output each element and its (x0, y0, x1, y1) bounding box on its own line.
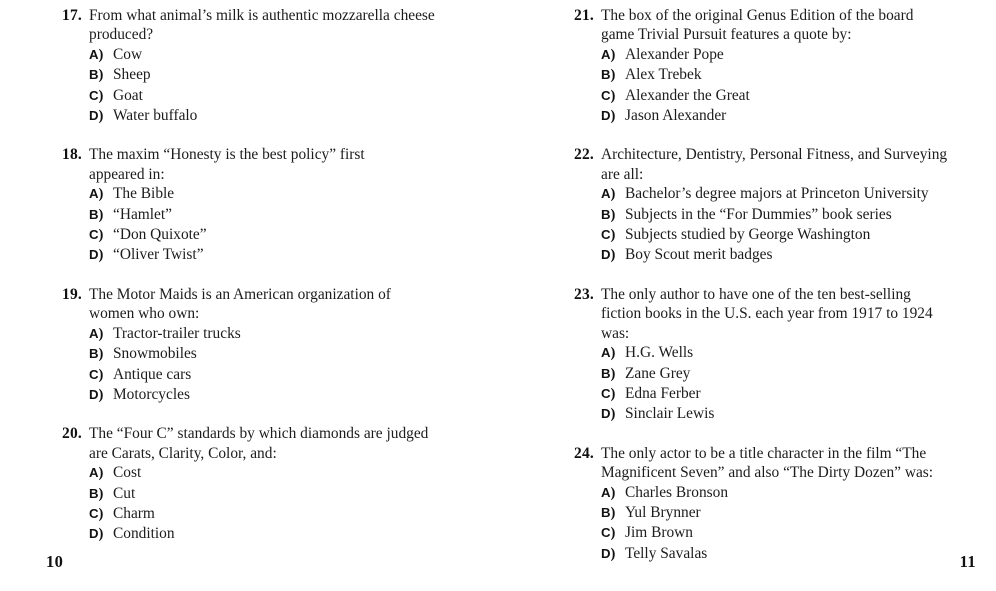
answer-options-list (601, 184, 982, 266)
answer-option[interactable] (89, 205, 490, 225)
answer-option-paren: ) (98, 108, 104, 125)
question-stem (601, 285, 982, 343)
answer-option-letter-glyph: A (601, 46, 611, 62)
answer-option[interactable] (89, 504, 490, 524)
answer-option-text: The Bible (113, 185, 175, 203)
question-block (556, 145, 982, 265)
answer-option[interactable] (601, 65, 982, 85)
answer-option[interactable] (601, 86, 982, 106)
answer-option-letter (89, 245, 113, 265)
question-stem (601, 6, 982, 45)
answer-option-letter (601, 404, 625, 424)
answer-option[interactable] (89, 225, 490, 245)
answer-option-text: Subjects in the “For Dummies” book series (625, 205, 892, 223)
question-block (44, 424, 490, 544)
answer-options-list (601, 45, 982, 127)
left-page-column (0, 6, 498, 583)
answer-option-letter-glyph: C (601, 87, 611, 103)
answer-option-letter-glyph: B (89, 206, 99, 222)
answer-option-letter-glyph: D (601, 545, 611, 561)
answer-option-letter-glyph: B (601, 365, 611, 381)
answer-option[interactable] (601, 544, 982, 564)
answer-option-text: Sheep (113, 66, 151, 84)
answer-option-text: Cost (113, 464, 142, 482)
question-block (44, 285, 490, 405)
answer-option-text: Alexander the Great (625, 86, 750, 104)
answer-option-paren: ) (610, 67, 616, 84)
answer-option-letter-glyph: C (89, 87, 99, 103)
answer-option[interactable] (601, 45, 982, 65)
answer-option-text: H.G. Wells (625, 344, 694, 362)
answer-option-text: “Oliver Twist” (113, 246, 204, 264)
answer-option[interactable] (89, 385, 490, 405)
answer-options-list (89, 463, 490, 545)
answer-option-letter-glyph: C (601, 385, 611, 401)
answer-option-paren: ) (98, 46, 104, 63)
answer-option[interactable] (601, 245, 982, 265)
question-stem-line: Architecture, Dentistry, Personal Fitness, and Surveying (601, 146, 948, 164)
question-stem-line: The only actor to be a title character in the film “The (601, 444, 927, 462)
answer-option[interactable] (89, 184, 490, 204)
answer-option-letter-glyph: A (89, 325, 99, 341)
answer-option-paren: ) (98, 526, 104, 543)
answer-option-paren: ) (98, 325, 104, 342)
question-stem (601, 444, 982, 483)
answer-option-letter-glyph: A (601, 484, 611, 500)
answer-option-letter (89, 484, 113, 504)
page-number-left: 10 (46, 552, 64, 571)
answer-options-list (89, 184, 490, 266)
answer-option-paren: ) (610, 365, 616, 382)
answer-option[interactable] (89, 484, 490, 504)
question-body (601, 6, 982, 126)
answer-option-paren: ) (610, 247, 616, 264)
question-stem (601, 145, 982, 184)
answer-option-paren: ) (610, 406, 616, 423)
answer-option-paren: ) (98, 67, 104, 84)
question-number: 18. (62, 146, 82, 164)
answer-option-letter (89, 86, 113, 106)
question-body (89, 424, 490, 544)
answer-options-list (89, 45, 490, 127)
answer-option-text: Jason Alexander (625, 107, 727, 125)
question-stem-line: The box of the original Genus Edition of the board (601, 7, 914, 24)
answer-option[interactable] (601, 225, 982, 245)
answer-options-list (601, 483, 982, 565)
answer-option-letter-glyph: D (89, 526, 99, 542)
answer-option-letter (89, 504, 113, 524)
answer-option-letter (89, 184, 113, 204)
answer-option-paren: ) (98, 247, 104, 264)
answer-option-letter (89, 225, 113, 245)
answer-option-letter (601, 106, 625, 126)
answer-option-letter (601, 184, 625, 204)
answer-option-letter-glyph: A (601, 186, 611, 202)
answer-option-letter (89, 45, 113, 65)
answer-option-text: Alexander Pope (625, 45, 724, 63)
answer-option-letter (601, 65, 625, 85)
answer-option[interactable] (601, 503, 982, 523)
answer-option-letter-glyph: D (89, 386, 99, 402)
question-number: 22. (574, 146, 594, 164)
answer-option-text: Edna Ferber (625, 384, 701, 402)
answer-option[interactable] (89, 324, 490, 344)
question-stem (89, 285, 490, 324)
question-block (556, 285, 982, 425)
question-body (89, 285, 490, 405)
answer-option-letter (601, 483, 625, 503)
answer-option-paren: ) (98, 87, 104, 104)
page-number-right: 11 (959, 552, 976, 571)
answer-option-letter (601, 225, 625, 245)
question-body (601, 444, 982, 564)
question-stem-line: The maxim “Honesty is the best policy” first (89, 146, 365, 164)
answer-option-letter-glyph: A (89, 186, 99, 202)
answer-option-paren: ) (610, 484, 616, 501)
answer-option-letter (89, 324, 113, 344)
answer-option-letter-glyph: C (89, 366, 99, 382)
answer-option-letter-glyph: D (89, 247, 99, 263)
answer-option-letter (601, 544, 625, 564)
question-stem (89, 424, 490, 463)
answer-option-letter (89, 524, 113, 544)
answer-option-letter-glyph: A (89, 465, 99, 481)
answer-option-text: Telly Savalas (625, 544, 708, 562)
answer-option[interactable] (89, 365, 490, 385)
answer-option-letter (601, 86, 625, 106)
answer-option[interactable] (601, 384, 982, 404)
answer-option-letter (89, 463, 113, 483)
answer-option-letter-glyph: B (601, 206, 611, 222)
question-stem (89, 145, 490, 184)
answer-option-letter-glyph: B (89, 346, 99, 362)
answer-option-letter-glyph: D (601, 406, 611, 422)
answer-option-letter-glyph: A (89, 46, 99, 62)
answer-option-text: Bachelor’s degree majors at Princeton University (625, 185, 929, 203)
answer-option-paren: ) (610, 227, 616, 244)
answer-option-text: Charles Bronson (625, 483, 729, 501)
answer-option-text: Cow (113, 45, 143, 63)
answer-option-text: Charm (113, 504, 155, 522)
answer-option-text: Alex Trebek (625, 66, 702, 84)
answer-option-text: “Hamlet” (113, 205, 172, 223)
answer-options-list (601, 343, 982, 425)
answer-option-text: “Don Quixote” (113, 226, 207, 244)
answer-option[interactable] (601, 483, 982, 503)
answer-option-letter (601, 245, 625, 265)
answer-option-paren: ) (98, 227, 104, 244)
question-stem-line: was: (601, 324, 630, 342)
answer-option[interactable] (89, 106, 490, 126)
answer-option-letter (89, 205, 113, 225)
question-number: 20. (62, 425, 82, 443)
answer-option-paren: ) (98, 366, 104, 383)
answer-option-paren: ) (610, 186, 616, 203)
answer-option-paren: ) (610, 504, 616, 521)
answer-option[interactable] (601, 343, 982, 363)
answer-option-text: Sinclair Lewis (625, 405, 715, 423)
answer-option-paren: ) (610, 87, 616, 104)
question-stem-line: The only author to have one of the ten best-selling (601, 285, 911, 303)
answer-option-paren: ) (610, 206, 616, 223)
answer-option-letter-glyph: B (601, 67, 611, 83)
answer-option-text: Zane Grey (625, 364, 691, 382)
question-body (601, 285, 982, 425)
question-stem-line: are all: (601, 165, 644, 183)
answer-option-paren: ) (610, 345, 616, 362)
answer-option-letter-glyph: C (601, 227, 611, 243)
answer-option-letter (601, 364, 625, 384)
answer-option-letter-glyph: C (89, 505, 99, 521)
answer-option-text: Motorcycles (113, 385, 190, 403)
question-number: 17. (62, 7, 82, 24)
answer-option-text: Water buffalo (113, 107, 198, 125)
answer-option[interactable] (601, 184, 982, 204)
answer-option-text: Antique cars (113, 365, 192, 383)
answer-option-paren: ) (610, 525, 616, 542)
answer-option-letter-glyph: C (89, 227, 99, 243)
answer-option-letter (89, 106, 113, 126)
answer-option-letter (89, 385, 113, 405)
answer-option-letter-glyph: C (601, 525, 611, 541)
question-stem (89, 6, 490, 45)
answer-option-letter-glyph: B (601, 504, 611, 520)
question-stem-line: From what animal’s milk is authentic mozzarella cheese (89, 7, 435, 24)
answer-option-text: Snowmobiles (113, 345, 197, 363)
question-stem-line: Magnificent Seven” and also “The Dirty Dozen” was: (601, 464, 934, 482)
answer-option-letter-glyph: B (89, 485, 99, 501)
question-number: 21. (574, 7, 594, 24)
question-number: 24. (574, 444, 594, 462)
answer-option-letter (601, 384, 625, 404)
answer-option-letter (601, 503, 625, 523)
answer-option-text: Cut (113, 484, 136, 502)
answer-option-paren: ) (98, 206, 104, 223)
answer-option-letter (89, 65, 113, 85)
answer-option-letter (601, 45, 625, 65)
answer-option-text: Jim Brown (625, 524, 693, 542)
right-page-column (498, 6, 996, 583)
answer-option-text: Goat (113, 86, 143, 104)
question-block (556, 6, 982, 126)
answer-option[interactable] (89, 524, 490, 544)
question-body (89, 145, 490, 265)
question-stem-line: produced? (89, 26, 154, 44)
answer-option[interactable] (89, 463, 490, 483)
answer-option-paren: ) (610, 108, 616, 125)
answer-option[interactable] (89, 86, 490, 106)
question-stem-line: fiction books in the U.S. each year from 1917 to 1924 (601, 305, 933, 323)
question-stem-line: appeared in: (89, 165, 165, 183)
question-block (556, 444, 982, 564)
answer-option-paren: ) (610, 385, 616, 402)
answer-option[interactable] (601, 404, 982, 424)
question-body (89, 6, 490, 126)
answer-option-text: Condition (113, 525, 175, 543)
question-body (601, 145, 982, 265)
answer-option-letter (601, 523, 625, 543)
answer-option-letter-glyph: A (601, 345, 611, 361)
question-stem-line: The “Four C” standards by which diamonds are judged (89, 425, 429, 443)
answer-option-paren: ) (98, 465, 104, 482)
answer-option-letter-glyph: D (601, 108, 611, 124)
answer-option-paren: ) (98, 386, 104, 403)
question-stem-line: game Trivial Pursuit features a quote by: (601, 26, 852, 44)
question-block (44, 6, 490, 126)
answer-option-letter-glyph: D (89, 108, 99, 124)
answer-option-paren: ) (98, 186, 104, 203)
answer-option[interactable] (89, 245, 490, 265)
question-stem-line: The Motor Maids is an American organization of (89, 285, 391, 303)
answer-option-paren: ) (98, 346, 104, 363)
answer-option[interactable] (601, 205, 982, 225)
answer-option[interactable] (89, 45, 490, 65)
answer-option-letter-glyph: B (89, 67, 99, 83)
answer-option-paren: ) (98, 505, 104, 522)
question-number: 19. (62, 285, 82, 303)
answer-option[interactable] (601, 106, 982, 126)
answer-option-text: Tractor-trailer trucks (113, 324, 241, 342)
answer-option[interactable] (601, 364, 982, 384)
answer-option-paren: ) (98, 485, 104, 502)
question-stem-line: women who own: (89, 305, 200, 323)
question-stem-line: are Carats, Clarity, Color, and: (89, 444, 277, 462)
question-number: 23. (574, 285, 594, 303)
answer-option-text: Subjects studied by George Washington (625, 226, 871, 244)
answer-option-letter (89, 344, 113, 364)
answer-option-paren: ) (610, 545, 616, 562)
answer-option[interactable] (601, 523, 982, 543)
answer-option-letter (601, 343, 625, 363)
answer-option-text: Yul Brynner (625, 503, 701, 521)
answer-option[interactable] (89, 344, 490, 364)
answer-option[interactable] (89, 65, 490, 85)
answer-option-paren: ) (610, 46, 616, 63)
answer-option-letter (89, 365, 113, 385)
answer-option-text: Boy Scout merit badges (625, 246, 773, 264)
answer-option-letter-glyph: D (601, 247, 611, 263)
answer-options-list (89, 324, 490, 406)
question-block (44, 145, 490, 265)
answer-option-letter (601, 205, 625, 225)
